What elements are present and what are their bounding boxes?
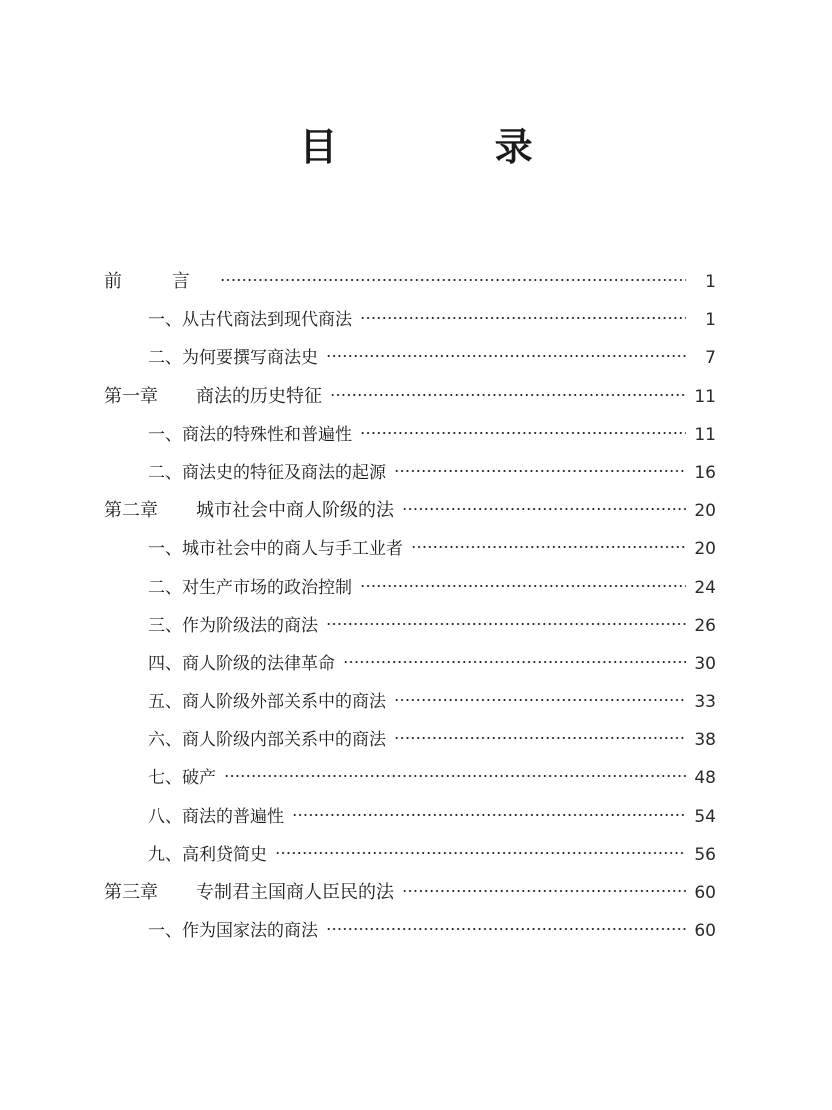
toc-page-number: 60 (694, 883, 716, 903)
toc-section-entry[interactable] (104, 339, 716, 377)
toc-entry-title: 九、高利贷简史 (148, 844, 267, 865)
toc-chapter-entry[interactable] (104, 492, 716, 530)
toc-section-entry[interactable] (104, 569, 716, 607)
toc-entry-title: 一、从古代商法到现代商法 (148, 310, 352, 331)
toc-entry-label (148, 454, 388, 492)
dot-leader (394, 736, 686, 740)
toc-entry-label (104, 492, 396, 530)
toc-page-number: 7 (705, 348, 716, 369)
toc-page-number: 24 (694, 577, 716, 598)
toc-entry-label (148, 645, 337, 683)
toc-entry-label (148, 683, 388, 721)
toc-entry-title: 一、商法的特殊性和普遍性 (148, 424, 352, 445)
dot-leader (275, 851, 686, 855)
toc-section-entry[interactable] (104, 798, 716, 836)
toc-entry-label (104, 378, 324, 416)
toc-page-number: 56 (694, 844, 716, 865)
toc-page-number: 33 (694, 692, 716, 713)
toc-section-entry[interactable] (104, 454, 716, 492)
toc-entry-title: 二、商法史的特征及商法的起源 (148, 462, 386, 483)
toc-entry-title: 四、商人阶级的法律革命 (148, 653, 335, 674)
dot-leader (343, 660, 686, 664)
dot-leader (326, 927, 686, 931)
toc-entry-title: 八、商法的普遍性 (148, 806, 284, 827)
dot-leader (394, 469, 686, 473)
toc-entry-title: 前 言 (104, 271, 212, 292)
toc-entry-title: 七、破产 (148, 768, 216, 789)
toc-page-number: 60 (694, 921, 716, 942)
dot-leader (220, 278, 686, 282)
toc-page-number: 16 (694, 462, 716, 483)
toc-page-number: 30 (694, 653, 716, 674)
toc-page-number: 20 (694, 501, 716, 522)
dot-leader (360, 316, 686, 320)
toc-page-number: 11 (694, 424, 716, 445)
toc-section-entry[interactable] (104, 416, 716, 454)
page-title: 目 录 (299, 125, 605, 169)
toc-section-entry[interactable] (104, 683, 716, 721)
dot-leader (292, 813, 686, 817)
toc-chapter-entry[interactable] (104, 378, 716, 416)
toc-entry-label (148, 836, 269, 874)
toc-entry-label (148, 607, 320, 645)
toc-entry-label (148, 530, 405, 568)
toc-entry-title: 五、商人阶级外部关系中的商法 (148, 692, 386, 713)
dot-leader (394, 698, 686, 702)
toc-page-number: 1 (705, 272, 716, 292)
dot-leader (326, 622, 686, 626)
toc-section-entry[interactable] (104, 301, 716, 339)
toc-page-number: 26 (694, 615, 716, 636)
toc-entry-title: 二、为何要撰写商法史 (148, 348, 318, 369)
toc-entry-label (104, 263, 214, 301)
toc-entry-label (148, 416, 354, 454)
toc-section-entry[interactable] (104, 836, 716, 874)
toc-entry-title: 一、城市社会中的商人与手工业者 (148, 539, 403, 560)
toc-entry-title: 三、作为阶级法的商法 (148, 615, 318, 636)
toc-chapter-number: 第一章 (104, 385, 158, 407)
toc-entry-title: 专制君主国商人臣民的法 (196, 882, 394, 903)
toc-entry-title: 二、对生产市场的政治控制 (148, 577, 352, 598)
toc-entry-label (148, 912, 320, 950)
toc-page-number: 38 (694, 730, 716, 751)
toc-entry-label (148, 721, 388, 759)
toc-page-number: 20 (694, 539, 716, 560)
toc-section-entry[interactable] (104, 530, 716, 568)
toc-page-number: 1 (705, 310, 716, 331)
dot-leader (411, 545, 686, 549)
toc-entry-label (148, 759, 218, 797)
dot-leader (330, 393, 686, 397)
dot-leader (224, 774, 686, 778)
toc-entry-label (148, 301, 354, 339)
dot-leader (360, 431, 686, 435)
toc-entry-title: 商法的历史特征 (196, 385, 322, 407)
toc-chapter-number: 第二章 (104, 500, 158, 522)
toc-section-entry[interactable] (104, 912, 716, 950)
toc-chapter-entry[interactable] (104, 263, 716, 301)
toc-section-entry[interactable] (104, 759, 716, 797)
toc-entry-title: 一、作为国家法的商法 (148, 921, 318, 942)
toc-entry-label (148, 569, 354, 607)
toc-entry-title: 城市社会中商人阶级的法 (196, 500, 394, 522)
toc-section-entry[interactable] (104, 721, 716, 759)
toc-entry-title: 六、商人阶级内部关系中的商法 (148, 730, 386, 751)
dot-leader (402, 507, 686, 511)
dot-leader (360, 584, 686, 588)
toc-page-number: 11 (694, 386, 716, 407)
toc-page-number: 48 (694, 768, 716, 789)
dot-leader (326, 354, 686, 358)
dot-leader (402, 889, 686, 893)
toc-entry-label (148, 339, 320, 377)
toc-entry-label (148, 798, 286, 836)
toc-chapter-entry[interactable] (104, 874, 716, 912)
toc-section-entry[interactable] (104, 607, 716, 645)
toc-entry-label (104, 874, 396, 912)
table-of-contents (104, 263, 716, 950)
toc-page-number: 54 (694, 806, 716, 827)
toc-section-entry[interactable] (104, 645, 716, 683)
toc-chapter-number: 第三章 (104, 882, 158, 903)
